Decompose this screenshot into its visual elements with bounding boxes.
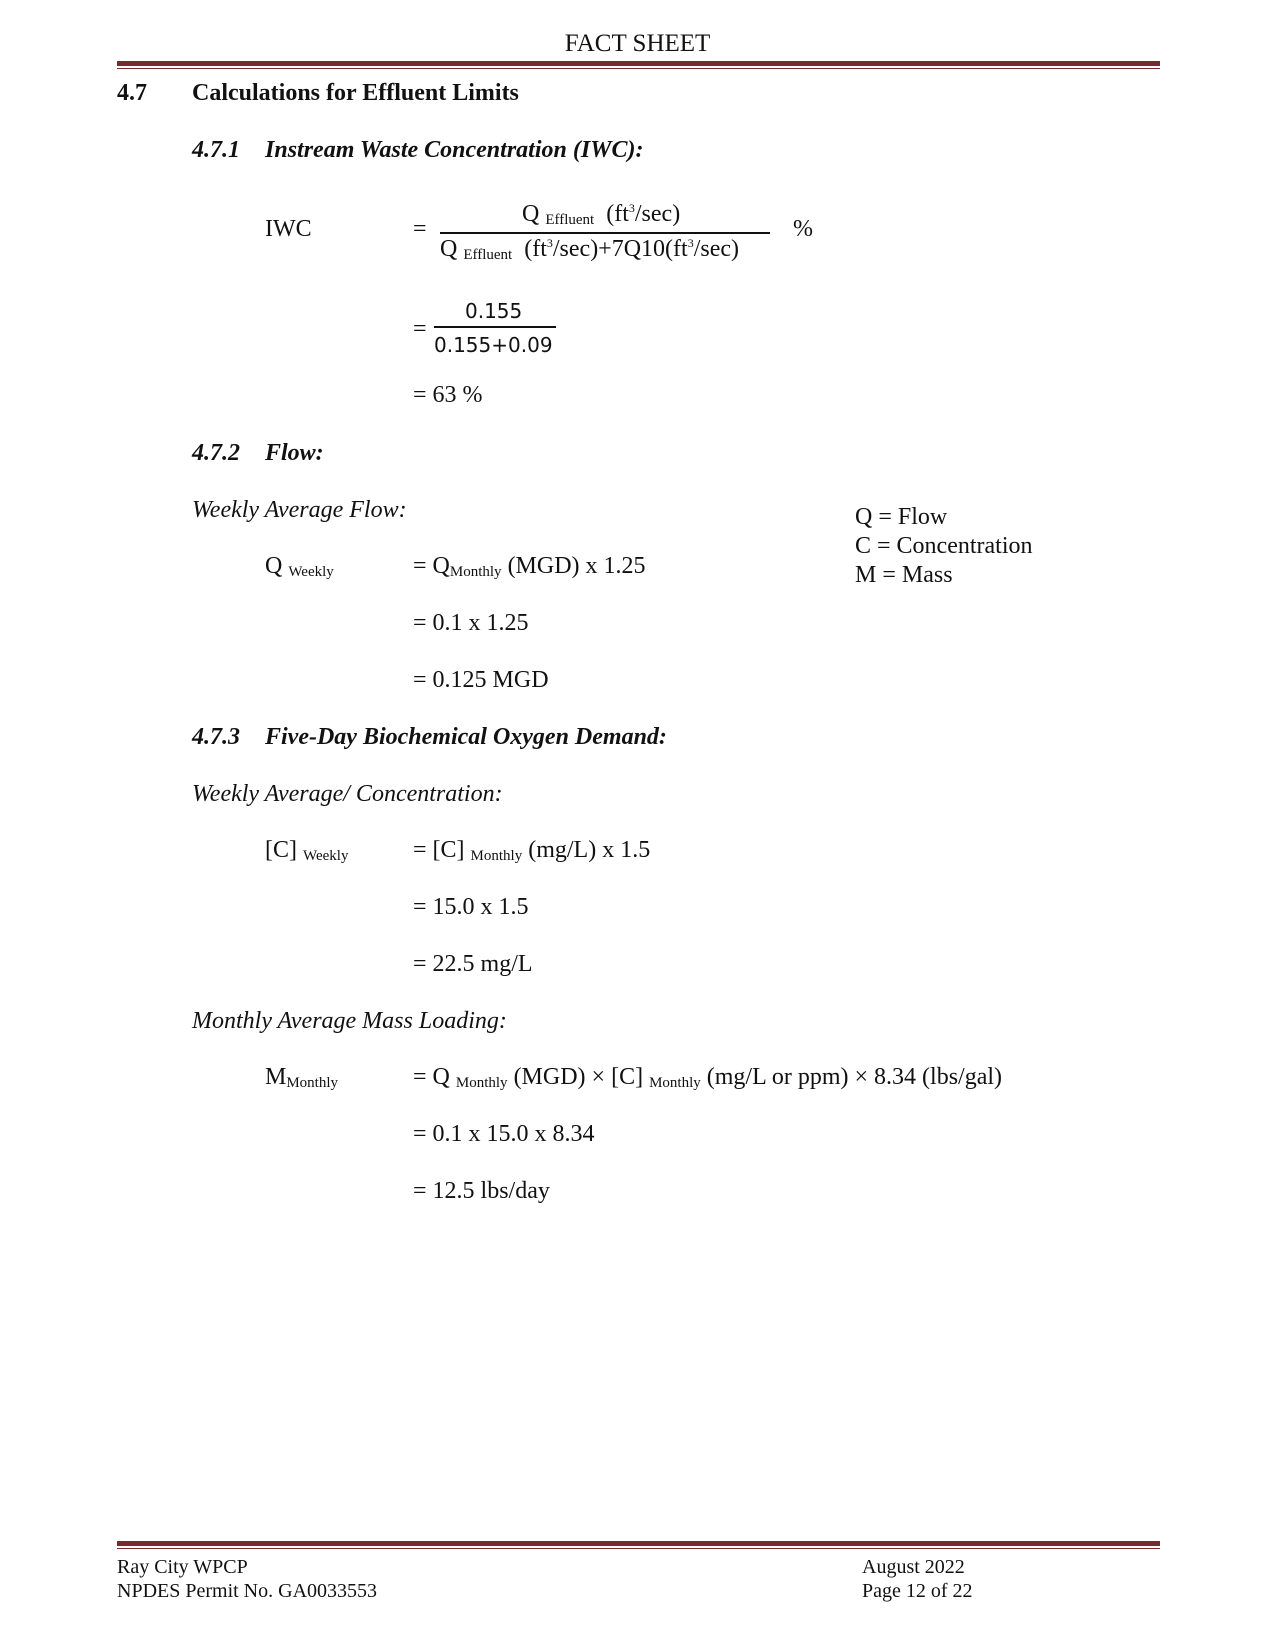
footer-rule bbox=[117, 1541, 1160, 1546]
mass-equation-line3: = 12.5 lbs/day bbox=[413, 1178, 550, 1204]
footer-facility: Ray City WPCP bbox=[117, 1556, 248, 1578]
subsection-number-4-7-3: 4.7.3 bbox=[192, 724, 240, 750]
mass-equation-line2: = 0.1 x 15.0 x 8.34 bbox=[413, 1121, 595, 1147]
legend-m: M = Mass bbox=[855, 562, 953, 588]
iwc-percent-sign: % bbox=[793, 216, 813, 242]
legend-c: C = Concentration bbox=[855, 533, 1033, 559]
mass-equation-line1: = Q Monthly (MGD) × [C] Monthly (mg/L or ppm) × 8.34 (lbs/gal) bbox=[413, 1064, 1003, 1091]
monthly-average-mass-heading: Monthly Average Mass Loading: bbox=[192, 1008, 507, 1034]
weekly-average-concentration-heading: Weekly Average/ Concentration: bbox=[192, 781, 503, 807]
flow-equation-line1: = QMonthly (MGD) x 1.25 bbox=[413, 553, 646, 580]
legend-q: Q = Flow bbox=[855, 504, 948, 530]
flow-label: Q Weekly bbox=[265, 553, 334, 580]
footer-rule-thin bbox=[117, 1548, 1160, 1549]
iwc-label: IWC bbox=[265, 216, 312, 242]
section-title: Calculations for Effluent Limits bbox=[192, 80, 519, 106]
concentration-label: [C] Weekly bbox=[265, 837, 349, 864]
iwc-numerator: Q Effluent $(ft^3/\sec)$ bbox=[522, 201, 681, 228]
concentration-equation-line1: = [C] Monthly (mg/L) x 1.5 bbox=[413, 837, 651, 864]
flow-equation-line3: = 0.125 MGD bbox=[413, 667, 549, 693]
header-rule bbox=[117, 61, 1160, 66]
footer-permit: NPDES Permit No. GA0033553 bbox=[117, 1580, 378, 1602]
weekly-average-flow-heading: Weekly Average Flow: bbox=[192, 497, 407, 523]
concentration-equation-line3: = 22.5 mg/L bbox=[413, 951, 533, 977]
section-number: 4.7 bbox=[117, 80, 147, 106]
footer-page-number: Page 12 of 22 bbox=[862, 1580, 973, 1602]
iwc-fraction-bar bbox=[440, 232, 770, 234]
flow-equation-line2: = 0.1 x 1.25 bbox=[413, 610, 529, 636]
iwc-result: = 63 % bbox=[413, 382, 483, 408]
concentration-equation-line2: = 15.0 x 1.5 bbox=[413, 894, 529, 920]
header-rule-thin bbox=[117, 68, 1160, 69]
subsection-title-bod: Five-Day Biochemical Oxygen Demand: bbox=[265, 724, 667, 750]
subsection-title-flow: Flow: bbox=[265, 440, 324, 466]
page-header-title: FACT SHEET bbox=[564, 30, 711, 57]
mass-label: MMonthly bbox=[265, 1064, 339, 1091]
iwc-denominator: Q Effluent $(ft^3/\sec)+7Q10(ft^3/\sec)$ bbox=[440, 236, 740, 263]
footer-date: August 2022 bbox=[862, 1556, 965, 1578]
iwc-step2-fraction-bar bbox=[434, 326, 556, 328]
subsection-number-4-7-2: 4.7.2 bbox=[192, 440, 240, 466]
iwc-equals: = bbox=[413, 216, 427, 242]
subsection-number-4-7-1: 4.7.1 bbox=[192, 137, 240, 163]
iwc-step2-denominator: 0.155+0.09 bbox=[434, 333, 553, 357]
subsection-title-iwc: Instream Waste Concentration (IWC): bbox=[265, 137, 644, 163]
iwc-step2-numerator: 0.155 bbox=[465, 299, 523, 323]
iwc-step2-equals: = bbox=[413, 316, 427, 342]
